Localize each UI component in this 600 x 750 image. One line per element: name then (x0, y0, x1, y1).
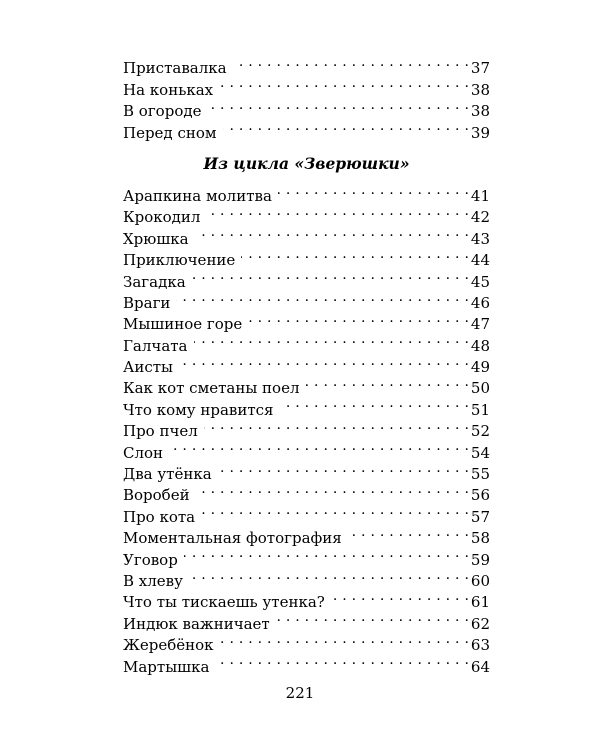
toc-entry-title: Моментальная фотография (123, 529, 342, 548)
toc-entry-leader-dots (204, 415, 469, 436)
toc-entry-page: 49 (470, 358, 490, 377)
toc-entry-page: 63 (470, 636, 490, 655)
toc-entry-page: 43 (470, 229, 490, 248)
toc-entry-title: Приставалка (123, 59, 227, 78)
toc-entry-page: 47 (470, 315, 490, 334)
toc-entry-leader-dots (223, 116, 469, 137)
toc-entry (123, 52, 490, 78)
toc-entry-leader-dots (194, 329, 469, 350)
toc-entry-title: Враги (123, 293, 171, 312)
toc-entry-page: 55 (470, 465, 490, 484)
toc-list-section (123, 180, 490, 676)
toc-entry-leader-dots (241, 244, 469, 265)
toc-entry-leader-dots (192, 265, 469, 286)
toc-entry-leader-dots (278, 180, 469, 201)
toc-entry-leader-dots (207, 95, 468, 116)
toc-entry-leader-dots (215, 650, 469, 671)
toc-entry-title: Мышиное горе (123, 315, 243, 334)
toc-entry (123, 351, 490, 377)
toc-entry-page: 57 (470, 507, 490, 526)
toc-entry-page: 58 (470, 529, 490, 548)
toc-entry-page: 42 (470, 208, 490, 227)
toc-entry-leader-dots (306, 372, 469, 393)
toc-entry-page: 59 (470, 550, 490, 569)
toc-entry-page: 46 (470, 293, 490, 312)
toc-entry-page: 41 (470, 186, 490, 205)
toc-entry-page: 54 (470, 443, 490, 462)
toc-entry-page: 56 (470, 486, 490, 505)
toc-entry-title: Как кот сметаны поел (123, 379, 300, 398)
toc-entry-title: Индюк важничает (123, 614, 270, 633)
toc-entry-page: 51 (470, 400, 490, 419)
toc-entry (123, 287, 490, 312)
toc-entry-leader-dots (276, 607, 469, 628)
toc-entry-title: Два утёнка (123, 465, 212, 484)
toc-entry (123, 308, 490, 334)
toc-entry-title: Арапкина молитва (123, 186, 272, 205)
toc-entry-leader-dots (233, 52, 469, 73)
toc-entry-page: 45 (470, 272, 490, 291)
table-of-contents (123, 52, 490, 676)
toc-entry-page: 38 (470, 80, 490, 99)
toc-entry-leader-dots (184, 543, 469, 564)
toc-entry-leader-dots (195, 222, 469, 243)
toc-entry-title: На коньках (123, 80, 214, 99)
toc-entry-title: Перед сном (123, 123, 217, 142)
toc-entry-title: Приключение (123, 251, 236, 270)
toc-entry-title: Крокодил (123, 208, 201, 227)
toc-entry-leader-dots (220, 629, 469, 650)
toc-entry-page: 60 (470, 571, 490, 590)
toc-entry-title: Уговор (123, 550, 178, 569)
toc-entry (123, 458, 490, 484)
section-heading: Из цикла «Зверюшки» (203, 153, 410, 173)
toc-entry-title: Про пчел (123, 422, 198, 441)
toc-entry-leader-dots (206, 201, 468, 222)
toc-entry-title: Галчата (123, 336, 188, 355)
toc-entry-leader-dots (176, 287, 468, 308)
toc-entry-leader-dots (248, 308, 469, 329)
toc-entry-leader-dots (196, 479, 469, 500)
toc-entry-title: Воробей (123, 486, 190, 505)
toc-entry-title: Аисты (123, 358, 173, 377)
toc-entry-title: В хлеву (123, 571, 183, 590)
toc-entry (123, 180, 490, 205)
toc-entry-title: Слон (123, 443, 164, 462)
toc-entry-page: 61 (470, 593, 490, 612)
toc-entry-title: Что ты тискаешь утенка? (123, 593, 325, 612)
toc-entry-page: 39 (470, 123, 490, 142)
toc-entry-title: Загадка (123, 272, 186, 291)
toc-entry-leader-dots (331, 586, 469, 607)
toc-entry-title: Жеребёнок (123, 636, 214, 655)
toc-list-before (123, 52, 490, 142)
toc-entry-leader-dots (201, 500, 469, 521)
toc-entry-leader-dots (280, 393, 469, 414)
toc-entry (123, 436, 490, 462)
toc-entry-page: 37 (470, 59, 490, 78)
toc-entry-title: Хрюшка (123, 229, 189, 248)
toc-entry-title: Что кому нравится (123, 400, 274, 419)
toc-entry-leader-dots (219, 73, 469, 94)
toc-entry-title: Мартышка (123, 657, 210, 676)
toc-entry-page: 48 (470, 336, 490, 355)
toc-entry-page: 52 (470, 422, 490, 441)
toc-entry-page: 50 (470, 379, 490, 398)
toc-entry-page: 62 (470, 614, 490, 633)
toc-entry-page: 64 (470, 657, 490, 676)
toc-entry-leader-dots (189, 565, 469, 586)
toc-entry-title: В огороде (123, 102, 202, 121)
toc-entry-title: Про кота (123, 507, 196, 526)
toc-entry-leader-dots (179, 351, 469, 372)
toc-entry-page: 44 (470, 251, 490, 270)
toc-entry-leader-dots (218, 458, 469, 479)
page-number: 221 (285, 684, 315, 702)
toc-entry-page: 38 (470, 102, 490, 121)
toc-entry-leader-dots (348, 522, 469, 543)
toc-entry-leader-dots (169, 436, 469, 457)
